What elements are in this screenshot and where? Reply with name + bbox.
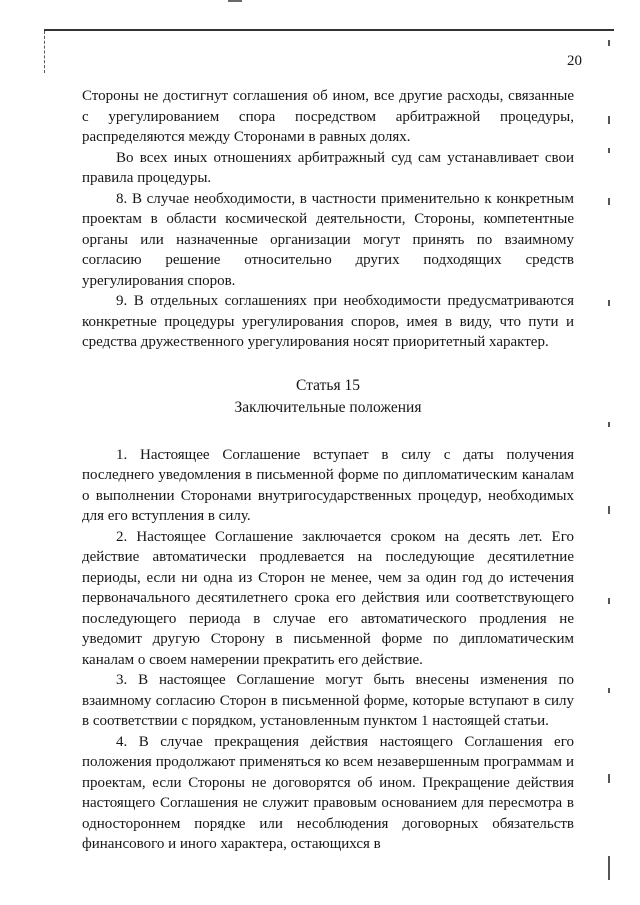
paragraph-clause-1: 1. Настоящее Соглашение вступает в силу с даты получения последнего уведомления в письменной форме по дипломатическим каналам о выполнении Сторонами внутригосударственных процедур, необходимых для его вступления в силу. [82, 446, 574, 524]
paragraph-continuation: Стороны не достигнут соглашения об ином, все другие расходы, связанные с урегулированием спора посредством арбитражной процедуры, распределяются между Сторонами в равных долях. [82, 88, 574, 145]
paragraph-clause-4: 4. В случае прекращения действия настоящего Соглашения его положения продолжают применяться ко всем незавершенным программам и проектам, если Стороны не договорятся об ином. Прекращение действия настоящего Соглашения не служит правовым основанием для пересмотра в одностороннем порядке или несоблюдения договорных обязательств финансового и иного характера, остающихся в [82, 733, 574, 852]
scan-top-border [44, 29, 614, 31]
paragraph-clause-3: 3. В настоящее Соглашение могут быть внесены изменения по взаимному согласию Сторон в письменной форме, которые вступают в силу в соответствии с порядком, установленным пунктом 1 настоящей статьи. [82, 672, 574, 729]
article-number: Статья 15 [296, 376, 360, 394]
paragraph-item-9: 9. В отдельных соглашениях при необходимости предусматриваются конкретные процедуры урегулирования споров, имея в виду, что пути и средства дружественного урегулирования носят приоритетный характер. [82, 293, 574, 350]
page-number: 20 [567, 53, 582, 69]
scan-left-edge [44, 31, 46, 73]
document-body [82, 86, 574, 855]
paragraph-arbitration-rules: Во всех иных отношениях арбитражный суд сам устанавливает свои правила процедуры. [82, 149, 574, 186]
paragraph-clause-2: 2. Настоящее Соглашение заключается сроком на десять лет. Его действие автоматически продлевается на последующие десятилетние периоды, если ни одна из Сторон не менее, чем за один год до истечения первоначального десятилетнего срока его действия или соответствующего последующего периода в случае его автоматического продления не уведомит другую Сторону в письменной форме по дипломатическим каналам о своем намерении прекратить его действие. [82, 528, 574, 668]
scan-right-edge-specks [608, 38, 610, 898]
scan-artifact-top [228, 0, 242, 2]
article-title: Заключительные положения [234, 398, 422, 416]
article-heading [82, 375, 574, 419]
paragraph-item-8: 8. В случае необходимости, в частности применительно к конкретным проектам в области космической деятельности, Стороны, компетентные органы или назначенные организации могут принять по взаимному согласию решение относительно других подходящих средств урегулирования споров. [82, 190, 574, 289]
